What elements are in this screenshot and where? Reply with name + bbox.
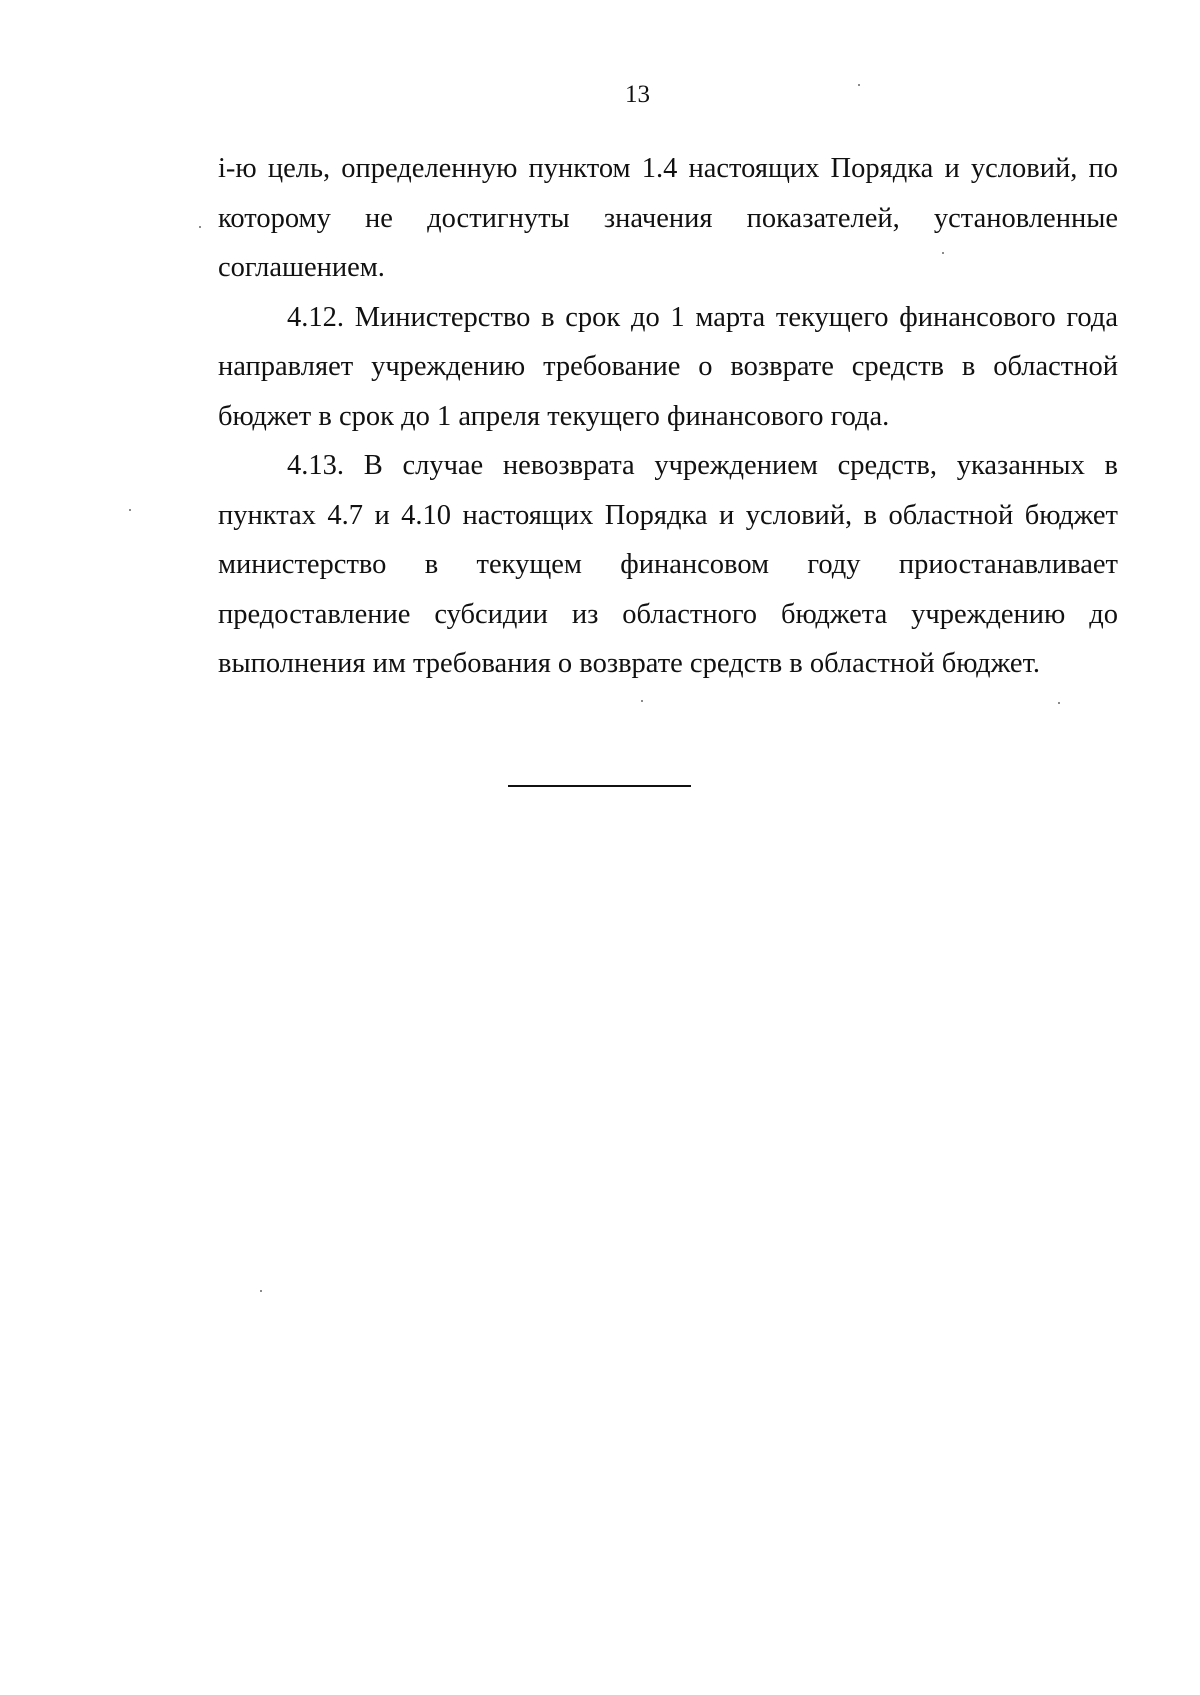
end-of-text-rule xyxy=(508,785,691,787)
paragraph-continuation: i-ю цель, определенную пунктом 1.4 настоящих Порядка и условий, по которому не достигнуты значения показателей, установленные соглашением. xyxy=(218,153,1118,283)
scan-speck xyxy=(858,84,860,86)
scan-speck xyxy=(641,700,643,702)
body-text xyxy=(218,144,1118,689)
scan-speck xyxy=(260,1290,262,1292)
paragraph-4-13: 4.13. В случае невозврата учреждением средств, указанных в пунктах 4.7 и 4.10 настоящих Порядка и условий, в областной бюджет министерство в текущем финансовом году приостанавливает предоставление субсидии из областного бюджета учреждению до выполнения им требования о возврате средств в областной бюджет. xyxy=(218,450,1118,679)
page-number: 13 xyxy=(625,81,650,108)
scan-speck xyxy=(199,226,201,228)
paragraph-4-12: 4.12. Министерство в срок до 1 марта текущего финансового года направляет учреждению требование о возврате средств в областной бюджет в срок до 1 апреля текущего финансового года. xyxy=(218,301,1118,432)
scan-speck xyxy=(129,509,131,511)
scan-speck xyxy=(942,252,944,254)
scan-speck xyxy=(1058,702,1060,704)
